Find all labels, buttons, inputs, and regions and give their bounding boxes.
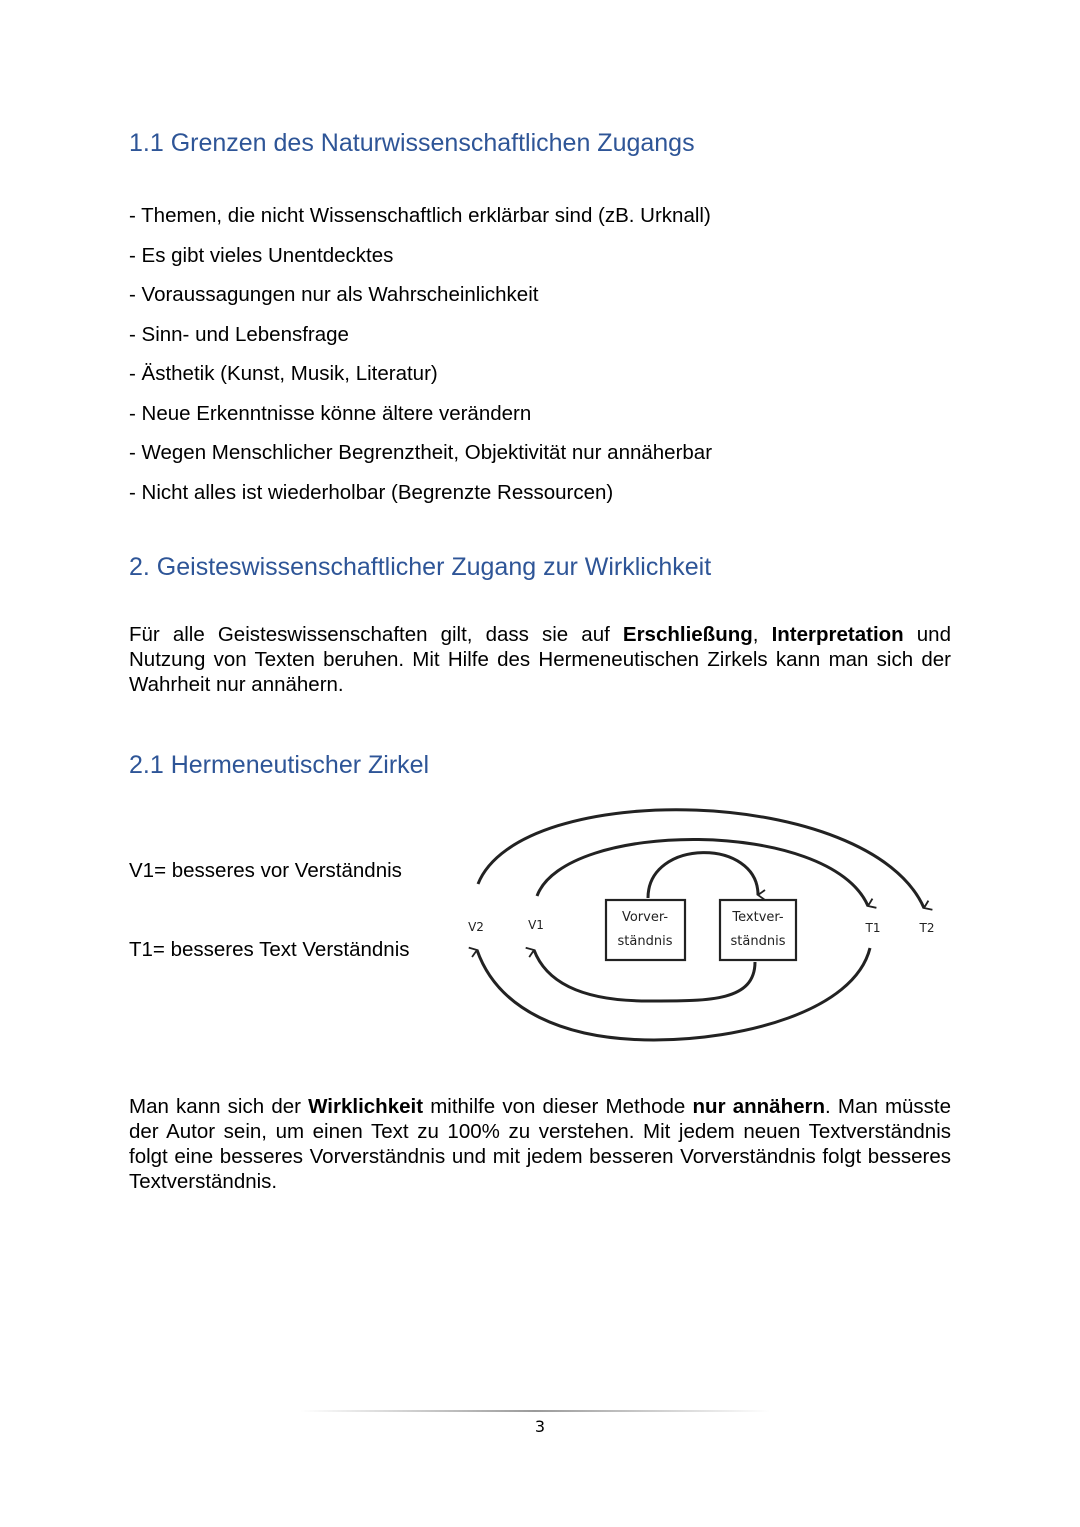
section-heading-2: 2. Geisteswissenschaftlicher Zugang zur Wirklichkeit — [129, 553, 712, 581]
list-item: - Ästhetik (Kunst, Musik, Literatur) — [129, 362, 438, 385]
intro-paragraph — [129, 622, 951, 697]
arc-outer-bottom — [477, 948, 870, 1040]
label-v1: V1 — [528, 918, 544, 932]
text-run: . Man müsste der Autor sein, um einen Text zu 100% zu verstehen. Mit jedem neuen Textverständnis folgt eine besseres Vorverständnis und mit jedem besseren Vorverständnis folgt besseres Textverständnis. — [129, 1095, 952, 1193]
arc-small-top — [648, 853, 758, 898]
section-heading-1-1: 1.1 Grenzen des Naturwissenschaftlichen Zugangs — [129, 129, 695, 157]
hermeneutic-circle-diagram — [440, 790, 960, 1050]
label-t2: T2 — [919, 921, 935, 935]
list-item: - Voraussagungen nur als Wahrscheinlichkeit — [129, 283, 539, 306]
list-item: - Wegen Menschlicher Begrenztheit, Objektivität nur annäherbar — [129, 441, 713, 464]
list-item: - Sinn- und Lebensfrage — [129, 322, 349, 346]
section-heading-2-1: 2.1 Hermeneutischer Zirkel — [129, 751, 430, 779]
box-left-line2: ständnis — [617, 934, 673, 949]
label-t1: T1 — [865, 921, 881, 935]
bold-term-erschliessung: Erschließung — [622, 623, 753, 646]
arc-outer-top — [478, 810, 924, 908]
legend-t1: T1= besseres Text Verständnis — [129, 938, 410, 961]
text-run: mithilfe von dieser Methode — [423, 1095, 693, 1118]
text-run: , — [752, 623, 772, 646]
limits-list — [129, 196, 712, 512]
box-right-line2: ständnis — [730, 934, 786, 949]
conclusion-paragraph — [129, 1094, 951, 1194]
bold-term-interpretation: Interpretation — [771, 623, 904, 646]
page-number: 3 — [534, 1417, 546, 1436]
text-run: und Nutzung von Texten beruhen. Mit Hilfe des Hermeneutischen Zirkels kann man sich der Wahrheit nur annähern. — [129, 623, 951, 696]
box-right-line1: Textver- — [732, 910, 784, 925]
list-item: - Neue Erkenntnisse könne ältere verändern — [129, 401, 532, 425]
text-run: Man kann sich der — [129, 1095, 309, 1118]
list-item: - Nicht alles ist wiederholbar (Begrenzte Ressourcen) — [129, 480, 614, 504]
label-v2: V2 — [468, 920, 484, 934]
footer-divider — [300, 1410, 770, 1412]
bold-term-wirklichkeit: Wirklichkeit — [308, 1095, 424, 1118]
arc-inner-top — [537, 839, 868, 906]
legend-v1: V1= besseres vor Verständnis — [129, 859, 402, 882]
box-left-line1: Vorver- — [621, 910, 669, 925]
list-item: - Themen, die nicht Wissenschaftlich erklärbar sind (zB. Urknall) — [129, 204, 711, 227]
box-vorverstaendnis — [606, 900, 685, 960]
bold-term-nur-annaehern: nur annähern — [692, 1095, 826, 1118]
text-run: Für alle Geisteswissenschaften gilt, dass sie auf — [129, 623, 623, 646]
list-item: - Es gibt vieles Unentdecktes — [129, 243, 394, 267]
box-textverstaendnis — [720, 900, 796, 960]
